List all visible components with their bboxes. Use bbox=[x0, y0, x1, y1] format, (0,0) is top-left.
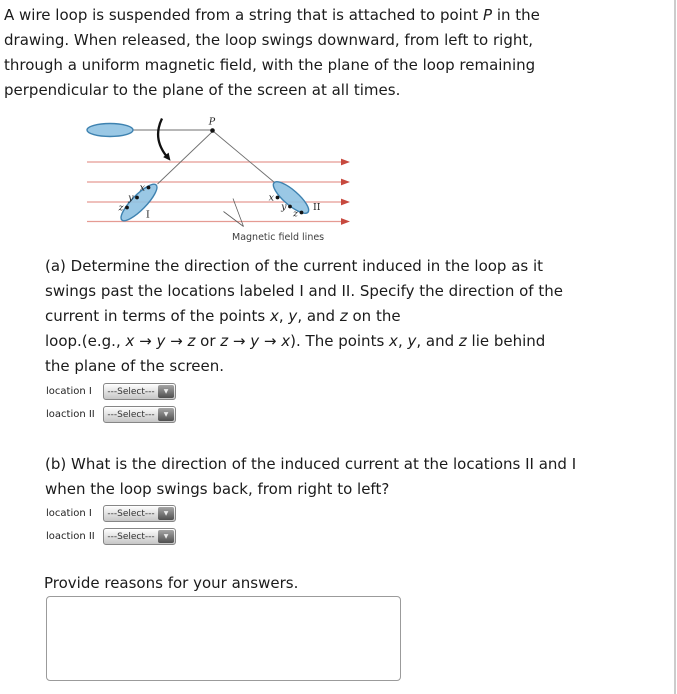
point-z-label: z bbox=[118, 202, 124, 214]
select-value: ---Select--- bbox=[107, 386, 155, 397]
caret-down-icon: ▼ bbox=[163, 532, 169, 540]
problem-line: drawing. When released, the loop swings downward, from left to right, bbox=[4, 31, 534, 49]
select-value: ---Select--- bbox=[107, 508, 155, 519]
question-line: swings past the locations labeled I and II. Specify the direction of the bbox=[45, 282, 563, 300]
point-x-label: x bbox=[139, 182, 145, 194]
physics-diagram bbox=[0, 108, 677, 250]
question-line: current in terms of the points x, y, and z on the bbox=[45, 307, 401, 325]
reasons-prompt: Provide reasons for your answers. bbox=[44, 574, 299, 592]
field-lines-caption bbox=[224, 199, 325, 244]
point-y-dot bbox=[288, 205, 292, 209]
swing-arc bbox=[158, 119, 166, 156]
field-line-arrow-icon bbox=[341, 179, 350, 186]
question-line: (b) What is the direction of the induced current at the locations II and I bbox=[45, 455, 577, 473]
select-b-location-1[interactable] bbox=[103, 505, 176, 522]
question-line: when the loop swings back, from right to left? bbox=[45, 480, 390, 498]
caret-down-icon: ▼ bbox=[163, 387, 169, 395]
caret-down-icon: ▼ bbox=[163, 509, 169, 517]
part-a-question bbox=[45, 254, 563, 379]
point-z-dot bbox=[300, 211, 304, 215]
part-b-question bbox=[45, 452, 576, 502]
string-to-loop-2 bbox=[214, 132, 275, 183]
reasons-textarea[interactable] bbox=[46, 596, 401, 681]
point-y-label: y bbox=[281, 201, 287, 213]
part-a-answers bbox=[46, 383, 176, 429]
location-label: location I bbox=[46, 508, 92, 519]
swing-direction-arrow bbox=[158, 119, 170, 161]
select-dropdown-button[interactable] bbox=[158, 507, 174, 520]
select-a-location-1[interactable] bbox=[103, 383, 176, 400]
point-x-dot bbox=[276, 196, 280, 200]
field-line-arrow-icon bbox=[341, 199, 350, 206]
select-value: ---Select--- bbox=[107, 531, 155, 542]
question-line: (a) Determine the direction of the current induced in the loop as it bbox=[45, 257, 544, 275]
select-value: ---Select--- bbox=[107, 409, 155, 420]
select-a-location-2[interactable] bbox=[103, 406, 176, 423]
position-1-label: I bbox=[146, 209, 150, 221]
answer-row bbox=[46, 383, 176, 400]
point-y-dot bbox=[135, 196, 139, 200]
question-line: loop.(e.g., x → y → z or z → y → x). The points x, y, and z lie behind bbox=[45, 332, 546, 350]
select-dropdown-button[interactable] bbox=[158, 385, 174, 398]
caret-down-icon: ▼ bbox=[163, 410, 169, 418]
answer-row bbox=[46, 528, 176, 545]
location-label: location I bbox=[46, 386, 92, 397]
point-y-label: y bbox=[128, 192, 134, 204]
wire-loop-start-position bbox=[87, 124, 133, 137]
point-z-label: z bbox=[292, 208, 298, 220]
pivot-dot bbox=[210, 128, 215, 133]
field-line-arrow-icon bbox=[341, 159, 350, 166]
pivot-label: P bbox=[208, 116, 216, 128]
field-line-arrow-icon bbox=[341, 218, 350, 225]
problem-line: A wire loop is suspended from a string that is attached to point P in the bbox=[4, 6, 540, 24]
part-b-answers bbox=[46, 505, 176, 551]
pendulum-strings bbox=[133, 130, 275, 184]
caption-text: Magnetic field lines bbox=[232, 232, 325, 243]
problem-statement bbox=[4, 3, 540, 103]
location-label: loaction II bbox=[46, 531, 95, 542]
select-b-location-2[interactable] bbox=[103, 528, 176, 545]
problem-line: through a uniform magnetic field, with the plane of the loop remaining bbox=[4, 56, 536, 74]
problem-line: perpendicular to the plane of the screen at all times. bbox=[4, 81, 401, 99]
select-dropdown-button[interactable] bbox=[158, 408, 174, 421]
point-x-label: x bbox=[268, 192, 274, 204]
page-edge-line bbox=[674, 0, 676, 694]
position-2-label: II bbox=[313, 202, 321, 213]
point-z-dot bbox=[125, 206, 129, 210]
point-x-dot bbox=[147, 186, 151, 190]
answer-row bbox=[46, 505, 176, 522]
location-label: loaction II bbox=[46, 409, 95, 420]
answer-row bbox=[46, 406, 176, 423]
select-dropdown-button[interactable] bbox=[158, 530, 174, 543]
question-line: the plane of the screen. bbox=[45, 357, 225, 375]
